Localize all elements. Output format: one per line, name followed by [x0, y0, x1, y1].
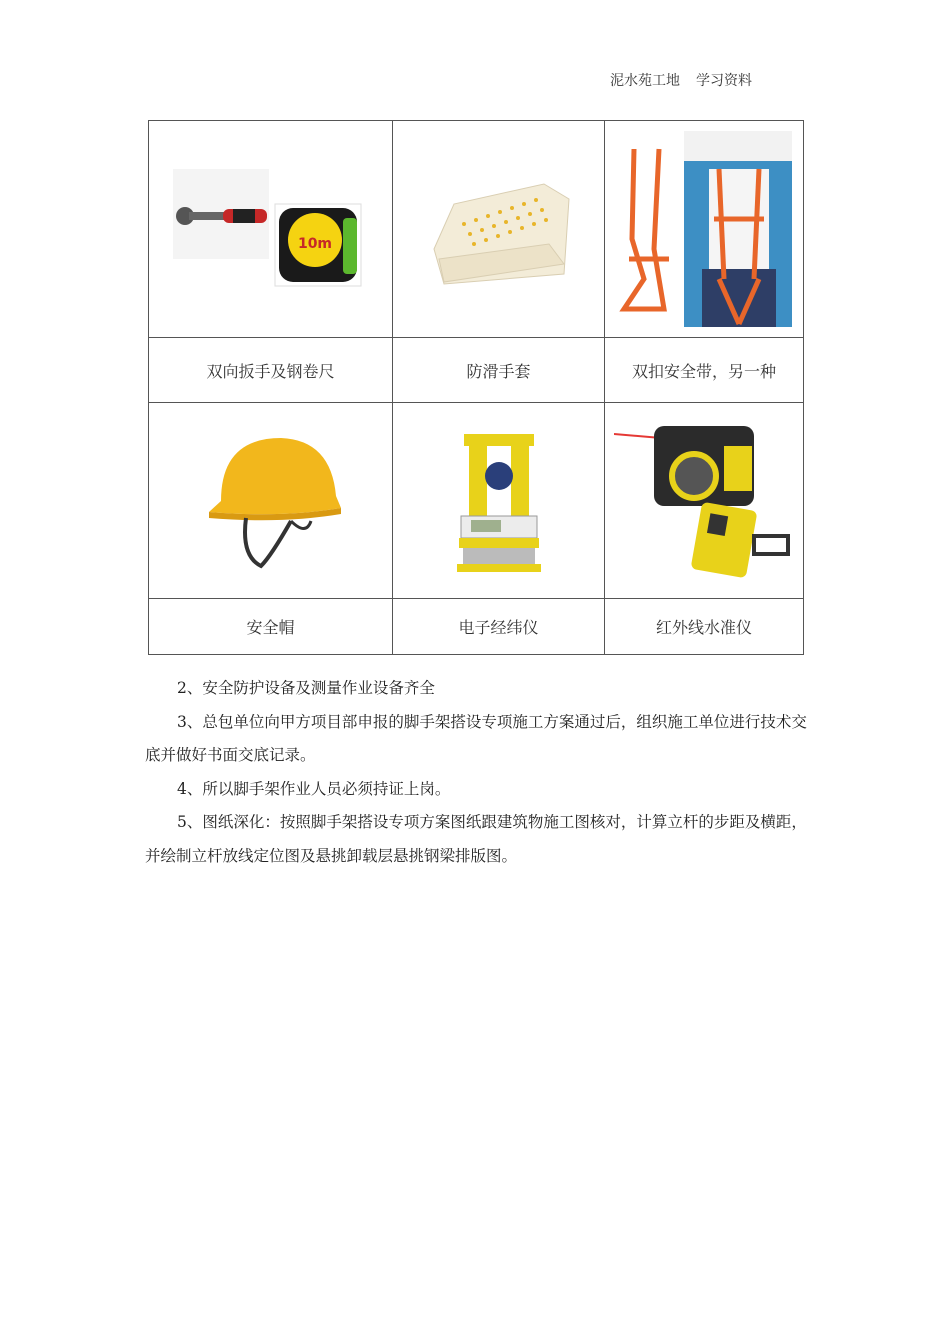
wrench-tape-image-cell [149, 121, 393, 338]
gloves-image [424, 164, 574, 294]
label-gloves: 防滑手套 [393, 338, 605, 403]
label-harness: 双扣安全带，另一种 [605, 338, 804, 403]
safety-harness-image-cell [605, 121, 804, 338]
paragraph-5: 5、图纸深化：按照脚手架搭设专项方案图纸跟建筑物施工图核对，计算立杆的步距及横距，并绘制立杆放线定位图及悬挑卸载层悬挑钢梁排版图。 [145, 813, 807, 865]
label-wrench-tape: 双向扳手及钢卷尺 [149, 338, 393, 403]
helmet-image-cell [149, 403, 393, 599]
hard-hat-image [191, 426, 351, 576]
tape-label: 10m [297, 236, 332, 252]
equipment-table [148, 120, 804, 655]
laser-level-image-cell [605, 403, 804, 599]
laser-level-image [614, 416, 794, 586]
label-theodolite: 电子经纬仪 [393, 599, 605, 655]
page-header [610, 70, 752, 90]
gloves-image-cell [393, 121, 605, 338]
wrench-tape-image [171, 164, 371, 294]
body-text [145, 672, 810, 873]
paragraph-2: 2、安全防护设备及测量作业设备齐全 [177, 679, 435, 697]
paragraph-3: 3、总包单位向甲方项目部申报的脚手架搭设专项施工方案通过后，组织施工单位进行技术交底并做好书面交底记录。 [145, 712, 807, 764]
label-helmet: 安全帽 [149, 599, 393, 655]
theodolite-image [449, 426, 549, 576]
paragraph-4: 4、所以脚手架作业人员必须持证上岗。 [177, 779, 451, 798]
safety-harness-image [614, 129, 794, 329]
theodolite-image-cell [393, 403, 605, 599]
header-title: 学习资料 [696, 73, 752, 89]
label-laser-level: 红外线水准仪 [605, 599, 804, 655]
header-site: 泥水苑工地 [610, 73, 680, 89]
